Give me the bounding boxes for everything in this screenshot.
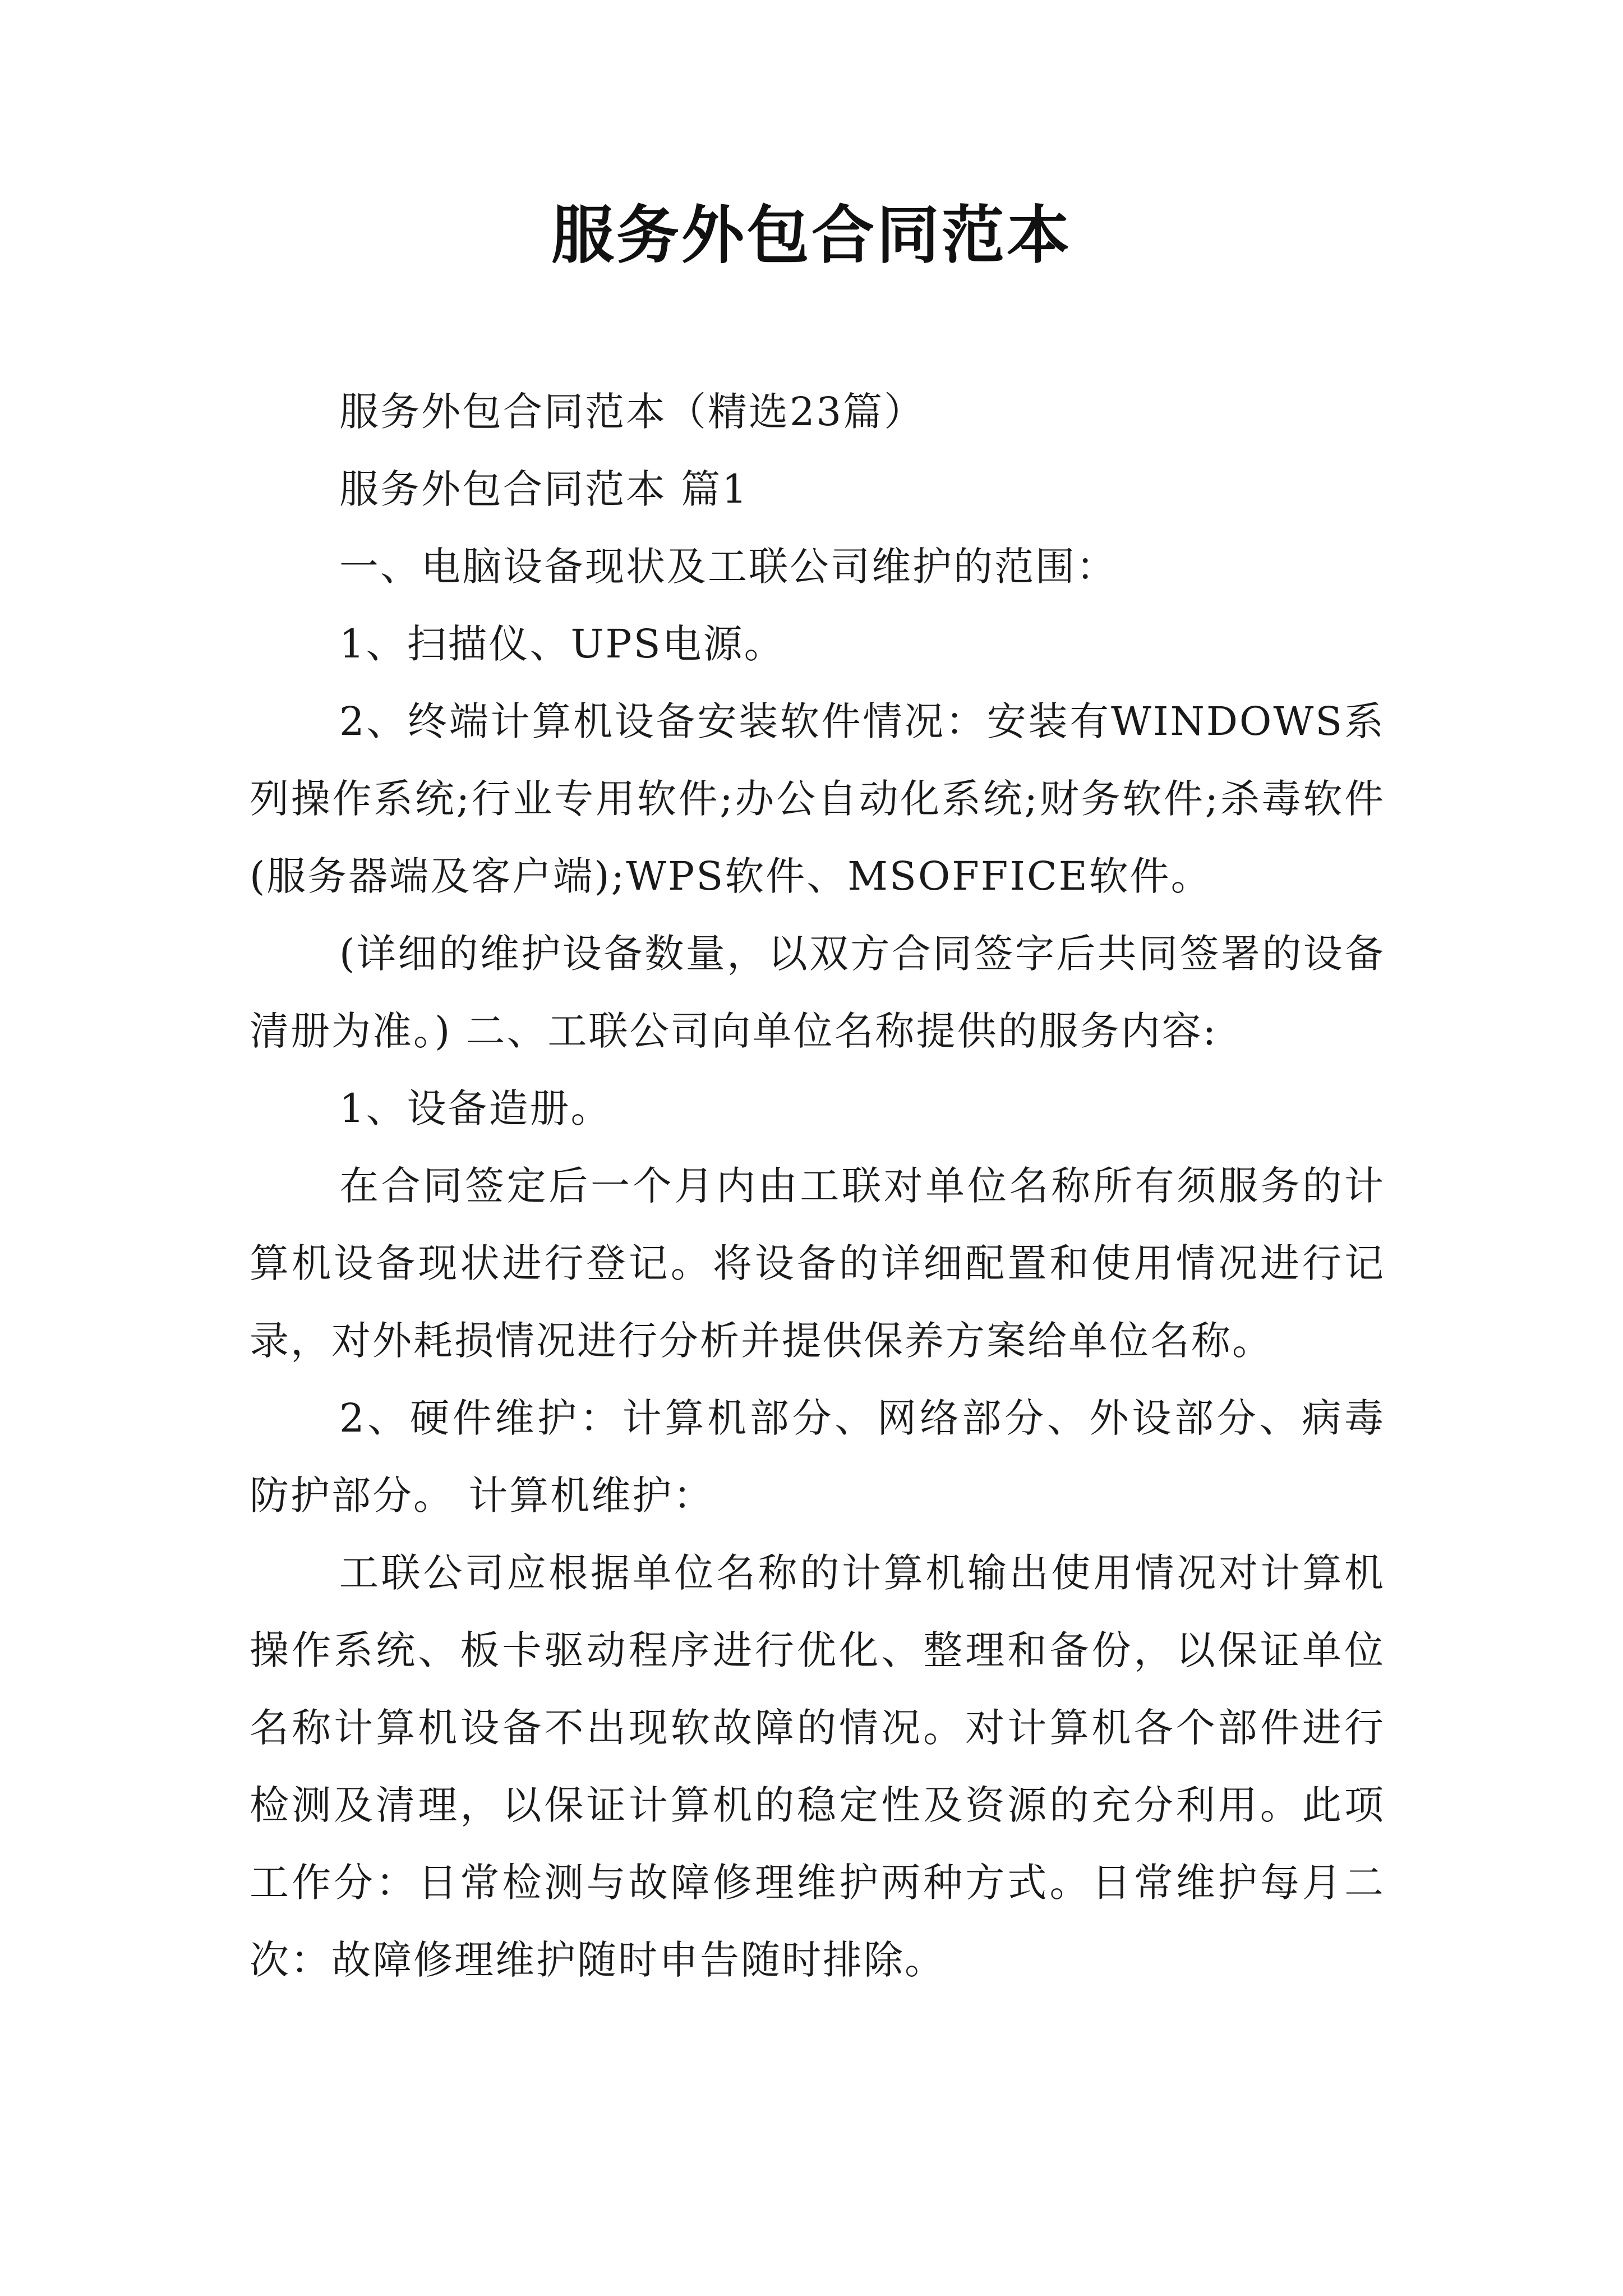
paragraph: 在合同签定后一个月内由工联对单位名称所有须服务的计算机设备现状进行登记。将设备的详细配置和使用情况进行记录，对外耗损情况进行分析并提供保养方案给单位名称。 — [250, 1163, 1385, 1364]
paragraph: 2、硬件维护：计算机部分、网络部分、外设部分、病毒防护部分。 计算机维护： — [250, 1395, 1385, 1519]
paragraph: 一、电脑设备现状及工联公司维护的范围： — [339, 544, 1117, 590]
paragraph: (详细的维护设备数量，以双方合同签字后共同签署的设备清册为准。) 二、工联公司向单位名称提供的服务内容: — [250, 931, 1385, 1054]
document-body — [250, 373, 1385, 1999]
paragraph: 1、扫描仪、UPS电源。 — [339, 621, 785, 667]
paragraph: 1、设备造册。 — [339, 1085, 612, 1131]
paragraph: 服务外包合同范本（精选23篇） — [339, 389, 925, 435]
document-title: 服务外包合同范本 — [551, 199, 1072, 272]
paragraph: 服务外包合同范本 篇1 — [339, 466, 749, 512]
paragraph: 2、终端计算机设备安装软件情况：安装有WINDOWS系列操作系统;行业专用软件;办公自动化系统;财务软件;杀毒软件(服务器端及客户端);WPS软件、MSOFFICE软件。 — [250, 698, 1385, 899]
paragraph: 工联公司应根据单位名称的计算机输出使用情况对计算机操作系统、板卡驱动程序进行优化、整理和备份，以保证单位名称计算机设备不出现软故障的情况。对计算机各个部件进行检测及清理，以保证计算机的稳定性及资源的充分利用。此项工作分：日常检测与故障修理维护两种方式。日常维护每月二次：故障修理维护随时申告随时排除。 — [250, 1550, 1385, 1983]
